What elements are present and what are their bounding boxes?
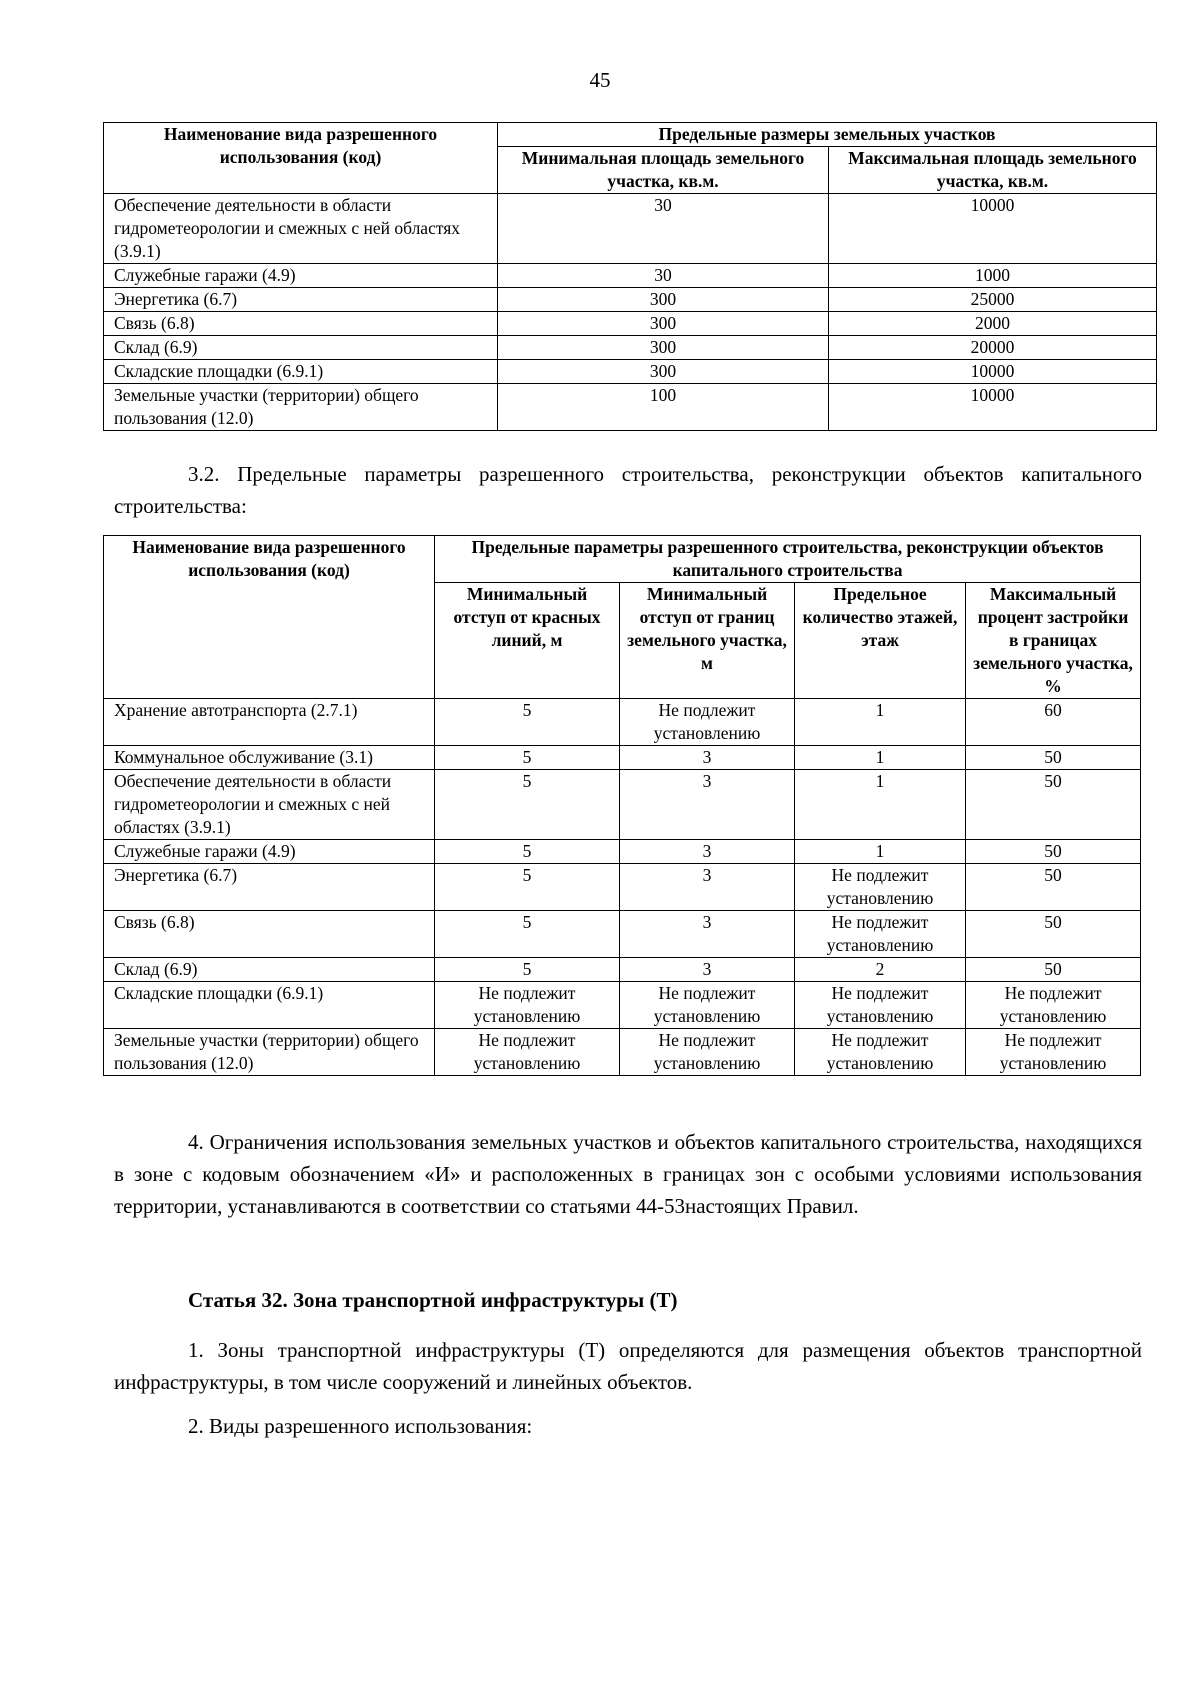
t2-cell: 50 [966,746,1141,770]
t2-cell: Не подлежит установлению [620,699,795,746]
page-number: 45 [589,68,611,92]
t2-cell: 1 [795,746,966,770]
t2-cell: 5 [435,770,620,840]
t2-cell: 1 [795,699,966,746]
t2-cell: Не подлежит установлению [435,1029,620,1076]
t1-cell-name: Земельные участки (территории) общего пользования (12.0) [104,384,498,431]
t1-cell-max: 25000 [829,288,1157,312]
t2-cell: 50 [966,840,1141,864]
t1-header-group: Предельные размеры земельных участков [498,123,1157,147]
t2-cell: 3 [620,864,795,911]
t2-header-floors: Предельное количество этажей, этаж [795,583,966,699]
t1-header-max-area: Максимальная площадь земельного участка, кв.м. [829,147,1157,194]
t2-cell-name: Хранение автотранспорта (2.7.1) [104,699,435,746]
t1-cell-name: Энергетика (6.7) [104,288,498,312]
t2-cell-name: Энергетика (6.7) [104,864,435,911]
t1-cell-min: 300 [498,312,829,336]
table-row [104,288,1157,312]
t2-cell: 5 [435,699,620,746]
t2-cell: 5 [435,746,620,770]
paragraph-2: 2. Виды разрешенного использования: [188,1414,533,1438]
t2-cell: 50 [966,864,1141,911]
t1-cell-name: Служебные гаражи (4.9) [104,264,498,288]
t1-cell-min: 300 [498,336,829,360]
t2-cell: 5 [435,840,620,864]
table-row [104,384,1157,431]
t2-cell: 3 [620,770,795,840]
t1-cell-max: 10000 [829,194,1157,264]
table-row [104,958,1141,982]
t2-cell-name: Служебные гаражи (4.9) [104,840,435,864]
t2-cell: 3 [620,746,795,770]
t1-cell-max: 20000 [829,336,1157,360]
t2-cell: 5 [435,958,620,982]
table-row [104,911,1141,958]
t2-header-name: Наименование вида разрешенного использования (код) [104,536,435,699]
t2-cell-name: Склад (6.9) [104,958,435,982]
t2-cell: 2 [795,958,966,982]
land-plot-size-table [103,122,1157,431]
t2-cell: 3 [620,840,795,864]
t2-cell: Не подлежит установлению [435,982,620,1029]
t1-cell-min: 300 [498,360,829,384]
t1-cell-max: 10000 [829,384,1157,431]
t2-cell: 50 [966,911,1141,958]
t1-cell-name: Складские площадки (6.9.1) [104,360,498,384]
t2-cell: 1 [795,840,966,864]
t2-header-red-line-setback: Минимальный отступ от красных линий, м [435,583,620,699]
t2-cell-name: Коммунальное обслуживание (3.1) [104,746,435,770]
t1-cell-min: 100 [498,384,829,431]
t2-cell: 50 [966,958,1141,982]
paragraph-4: 4. Ограничения использования земельных участков и объектов капитального строительства, находящихся в зоне с кодовым обозначением «И» и расположенных в границах зон с особыми условиями использования территории, устанавливаются в соответствии со статьями 44-53настоящих Правил. [114,1130,1142,1218]
t1-cell-min: 300 [498,288,829,312]
table-row [104,770,1141,840]
table-row [104,840,1141,864]
t2-cell: 60 [966,699,1141,746]
t2-cell: Не подлежит установлению [795,864,966,911]
t2-cell-name: Обеспечение деятельности в области гидрометеорологии и смежных с ней областях (3.9.1) [104,770,435,840]
t1-header-min-area: Минимальная площадь земельного участка, кв.м. [498,147,829,194]
t2-cell: 5 [435,864,620,911]
t1-cell-name: Склад (6.9) [104,336,498,360]
t2-cell-name: Связь (6.8) [104,911,435,958]
table-row [104,336,1157,360]
table-row [104,360,1157,384]
t2-cell: Не подлежит установлению [795,1029,966,1076]
t1-cell-name: Обеспечение деятельности в области гидрометеорологии и смежных с ней областях (3.9.1) [104,194,498,264]
table-row [104,982,1141,1029]
table-row [104,699,1141,746]
t2-cell: Не подлежит установлению [620,1029,795,1076]
t2-cell: 1 [795,770,966,840]
table-row [104,194,1157,264]
t1-cell-max: 1000 [829,264,1157,288]
table-row [104,746,1141,770]
t2-header-building-percent: Максимальный процент застройки в границах земельного участка, % [966,583,1141,699]
t1-cell-max: 10000 [829,360,1157,384]
paragraph-3-2: 3.2. Предельные параметры разрешенного строительства, реконструкции объектов капитального строительства: [114,462,1142,518]
t1-cell-max: 2000 [829,312,1157,336]
t2-cell: Не подлежит установлению [620,982,795,1029]
t2-cell: Не подлежит установлению [966,982,1141,1029]
table-row [104,1029,1141,1076]
t1-header-name: Наименование вида разрешенного использования (код) [104,123,498,194]
table-row [104,264,1157,288]
t2-cell: 5 [435,911,620,958]
table-row [104,312,1157,336]
t2-cell: Не подлежит установлению [966,1029,1141,1076]
construction-parameters-table [103,535,1141,1076]
t2-cell-name: Земельные участки (территории) общего пользования (12.0) [104,1029,435,1076]
t2-cell: Не подлежит установлению [795,982,966,1029]
t1-cell-min: 30 [498,264,829,288]
t2-header-group: Предельные параметры разрешенного строительства, реконструкции объектов капитального строительства [435,536,1141,583]
t2-cell: 3 [620,911,795,958]
t2-cell: Не подлежит установлению [795,911,966,958]
paragraph-1: 1. Зоны транспортной инфраструктуры (Т) определяются для размещения объектов транспортной инфраструктуры, в том числе сооружений и линейных объектов. [114,1338,1142,1394]
t1-cell-name: Связь (6.8) [104,312,498,336]
t2-header-boundary-setback: Минимальный отступ от границ земельного участка, м [620,583,795,699]
article-title: Статья 32. Зона транспортной инфраструктуры (Т) [188,1288,678,1312]
t1-cell-min: 30 [498,194,829,264]
t2-cell: 3 [620,958,795,982]
table-row [104,864,1141,911]
t2-cell-name: Складские площадки (6.9.1) [104,982,435,1029]
t2-cell: 50 [966,770,1141,840]
